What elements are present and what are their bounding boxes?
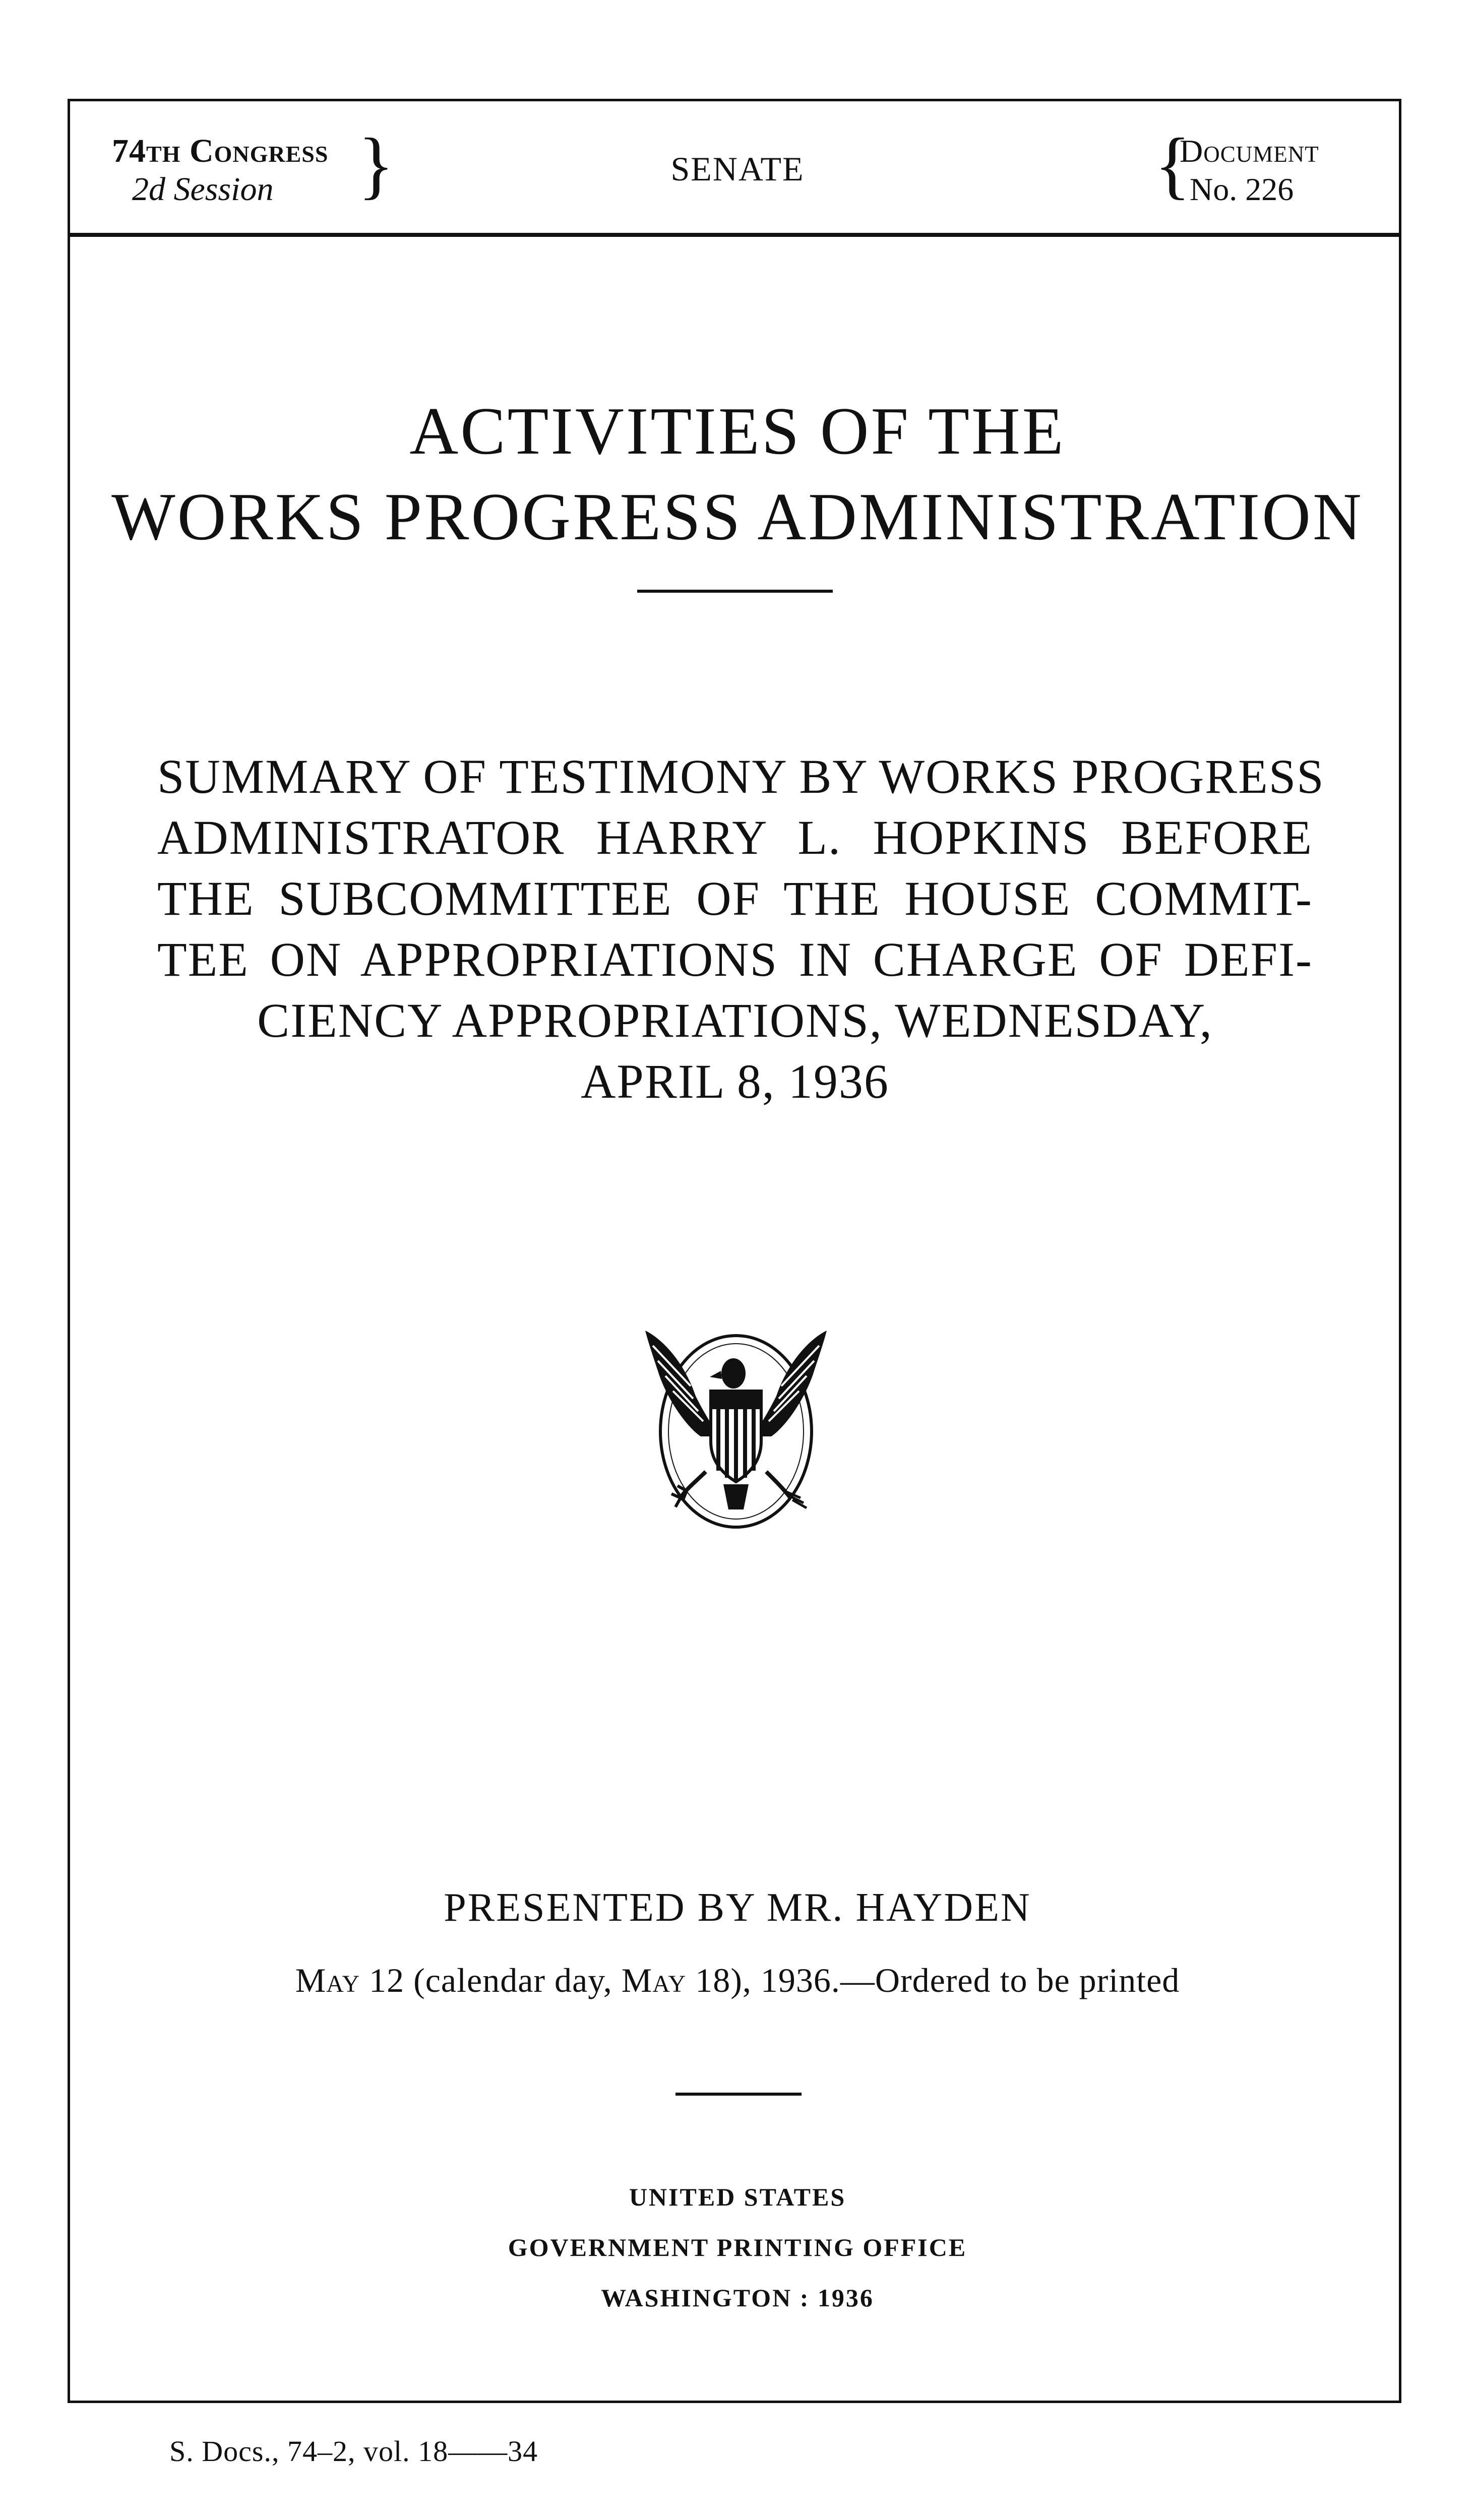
summary-line: CIENCY APPROPRIATIONS, WEDNESDAY, [257,993,1213,1047]
presented-by: PRESENTED BY MR. HAYDEN [444,1885,1031,1930]
imprint-divider [675,2093,802,2096]
ordered-to-print [0,1961,1475,2000]
session-label: 2d Session [132,171,274,208]
title-line-2: WORKS PROGRESS ADMINISTRATION [111,479,1364,554]
printer-line-1: UNITED STATES [629,2183,846,2211]
ordered-day-1: 12 (calendar day, [360,1961,622,1999]
left-brace: { [1154,123,1191,207]
chamber-label: SENATE [670,150,805,188]
document-number: No. 226 [1190,171,1294,207]
great-seal-eagle-icon [630,1310,842,1542]
printer-line-2: GOVERNMENT PRINTING OFFICE [508,2233,967,2261]
footer-citation: S. Docs., 74–2, vol. 18——34 [169,2435,538,2468]
ordered-month-1: May [295,1961,360,1999]
summary-line: SUMMARY OF TESTIMONY BY WORKS PROGRESS [157,749,1325,803]
document-number-block [1180,132,1319,209]
summary-line: TEE ON APPROPRIATIONS IN CHARGE OF DEFI- [157,932,1313,986]
summary-line: APRIL 8, 1936 [581,1054,889,1108]
summary-line: THE SUBCOMMITTEE OF THE HOUSE COMMIT- [157,871,1313,925]
header-rule [68,233,1401,237]
printer-line-3: WASHINGTON : 1936 [601,2284,874,2312]
summary-line: ADMINISTRATOR HARRY L. HOPKINS BEFORE [157,810,1313,864]
title-divider [637,590,833,593]
document-title [0,388,1475,559]
ordered-rest: 18), 1936.—Ordered to be printed [686,1961,1180,1999]
title-line-1: ACTIVITIES OF THE [409,394,1066,468]
document-label: Document [1180,133,1319,169]
summary-block [157,746,1325,1112]
ordered-month-2: May [621,1961,687,1999]
right-brace: } [358,123,394,207]
congress-label: 74th Congress [112,133,329,169]
